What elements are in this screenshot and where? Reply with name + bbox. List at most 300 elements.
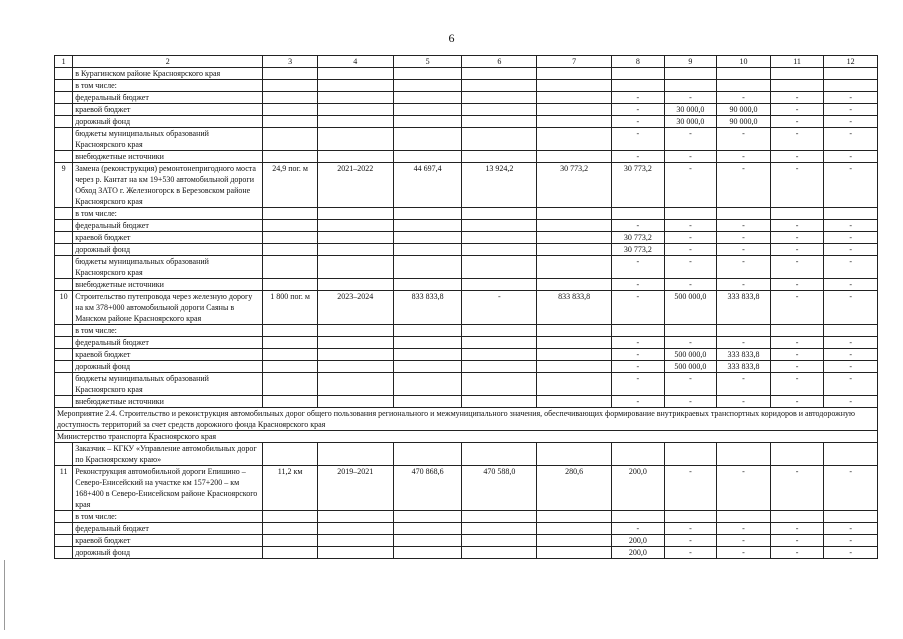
value-cell [393, 279, 462, 291]
value-cell [717, 68, 771, 80]
value-cell: 280,6 [537, 466, 612, 511]
value-cell [537, 80, 612, 92]
value-cell [717, 511, 771, 523]
value-cell [537, 547, 612, 559]
value-cell [537, 256, 612, 279]
value-cell: 30 773,2 [537, 163, 612, 208]
column-number-header: 6 [462, 56, 537, 68]
value-cell: 30 773,2 [612, 232, 665, 244]
column-number-header: 11 [770, 56, 824, 68]
value-cell [537, 325, 612, 337]
table-row [55, 325, 878, 337]
value-cell [263, 361, 318, 373]
value-cell [393, 220, 462, 232]
description-cell: федеральный бюджет [73, 337, 263, 349]
description-cell: бюджеты муниципальных образований Красноярского края [73, 128, 263, 151]
value-cell [462, 128, 537, 151]
value-cell [537, 208, 612, 220]
value-cell: - [717, 547, 771, 559]
value-cell: 200,0 [612, 535, 665, 547]
value-cell [664, 511, 717, 523]
value-cell: - [824, 291, 878, 325]
value-cell: - [664, 256, 717, 279]
value-cell [612, 443, 665, 466]
row-number-cell [55, 104, 73, 116]
value-cell: 833 833,8 [537, 291, 612, 325]
value-cell: - [612, 116, 665, 128]
value-cell: - [770, 163, 824, 208]
value-cell [393, 361, 462, 373]
value-cell: - [770, 116, 824, 128]
value-cell [537, 220, 612, 232]
value-cell [717, 208, 771, 220]
value-cell: - [612, 151, 665, 163]
value-cell: 333 833,8 [717, 361, 771, 373]
value-cell: 500 000,0 [664, 361, 717, 373]
value-cell [393, 511, 462, 523]
value-cell [317, 511, 393, 523]
column-number-header: 1 [55, 56, 73, 68]
value-cell: - [770, 396, 824, 408]
row-number-cell [55, 325, 73, 337]
value-cell: - [717, 396, 771, 408]
table-row [55, 523, 878, 535]
value-cell: 13 924,2 [462, 163, 537, 208]
value-cell: - [462, 291, 537, 325]
value-cell [462, 443, 537, 466]
row-number-cell [55, 547, 73, 559]
row-number-cell [55, 337, 73, 349]
value-cell: - [824, 361, 878, 373]
description-cell: в Курагинском районе Красноярского края [73, 68, 263, 80]
description-cell: дорожный фонд [73, 116, 263, 128]
description-cell: в том числе: [73, 208, 263, 220]
column-number-header-row [55, 56, 878, 68]
value-cell [537, 535, 612, 547]
table-row [55, 361, 878, 373]
value-cell [263, 232, 318, 244]
value-cell [263, 244, 318, 256]
value-cell [393, 535, 462, 547]
value-cell [537, 104, 612, 116]
value-cell: - [824, 466, 878, 511]
row-number-cell [55, 373, 73, 396]
row-number-cell [55, 511, 73, 523]
table-row [55, 244, 878, 256]
value-cell [462, 256, 537, 279]
value-cell [664, 80, 717, 92]
value-cell [770, 208, 824, 220]
value-cell: - [770, 220, 824, 232]
value-cell [317, 337, 393, 349]
value-cell: 30 000,0 [664, 104, 717, 116]
value-cell [317, 68, 393, 80]
value-cell [537, 92, 612, 104]
scan-edge-line [4, 560, 5, 630]
value-cell: - [824, 256, 878, 279]
value-cell [317, 547, 393, 559]
value-cell [612, 80, 665, 92]
value-cell: 30 773,2 [612, 163, 665, 208]
budget-table [54, 55, 878, 559]
value-cell: - [824, 232, 878, 244]
value-cell: - [824, 535, 878, 547]
value-cell [263, 116, 318, 128]
row-number-cell [55, 220, 73, 232]
value-cell [317, 151, 393, 163]
value-cell: - [824, 547, 878, 559]
value-cell: - [717, 244, 771, 256]
value-cell: 470 868,6 [393, 466, 462, 511]
value-cell [393, 92, 462, 104]
description-cell: бюджеты муниципальных образований Красноярского края [73, 256, 263, 279]
value-cell: - [770, 349, 824, 361]
description-cell: бюджеты муниципальных образований Красноярского края [73, 373, 263, 396]
value-cell [824, 208, 878, 220]
value-cell [824, 80, 878, 92]
value-cell: - [770, 92, 824, 104]
value-cell [462, 349, 537, 361]
value-cell [317, 92, 393, 104]
value-cell: - [717, 232, 771, 244]
value-cell [263, 396, 318, 408]
value-cell: - [664, 523, 717, 535]
description-cell: в том числе: [73, 511, 263, 523]
value-cell: - [717, 337, 771, 349]
value-cell: 333 833,8 [717, 349, 771, 361]
value-cell [317, 232, 393, 244]
value-cell: - [824, 373, 878, 396]
value-cell [317, 535, 393, 547]
value-cell: - [664, 220, 717, 232]
value-cell: 2023–2024 [317, 291, 393, 325]
column-number-header: 4 [317, 56, 393, 68]
value-cell: - [770, 104, 824, 116]
value-cell [263, 151, 318, 163]
column-number-header: 3 [263, 56, 318, 68]
table-row [55, 116, 878, 128]
value-cell [537, 396, 612, 408]
value-cell [462, 547, 537, 559]
value-cell: - [664, 151, 717, 163]
value-cell [462, 208, 537, 220]
value-cell [462, 104, 537, 116]
value-cell: 470 588,0 [462, 466, 537, 511]
value-cell [537, 68, 612, 80]
row-number-cell [55, 244, 73, 256]
value-cell [462, 511, 537, 523]
value-cell: - [770, 373, 824, 396]
value-cell [537, 128, 612, 151]
value-cell: - [770, 279, 824, 291]
value-cell [462, 92, 537, 104]
value-cell: - [664, 128, 717, 151]
value-cell [317, 325, 393, 337]
value-cell: - [770, 547, 824, 559]
value-cell: - [717, 163, 771, 208]
value-cell: - [717, 373, 771, 396]
value-cell [717, 80, 771, 92]
value-cell: - [824, 523, 878, 535]
value-cell: - [770, 535, 824, 547]
value-cell [393, 208, 462, 220]
value-cell [263, 92, 318, 104]
value-cell: - [717, 535, 771, 547]
column-number-header: 8 [612, 56, 665, 68]
value-cell: - [824, 396, 878, 408]
value-cell: 200,0 [612, 547, 665, 559]
value-cell: - [824, 220, 878, 232]
value-cell: 200,0 [612, 466, 665, 511]
table-row [55, 396, 878, 408]
value-cell: - [612, 523, 665, 535]
description-cell: краевой бюджет [73, 535, 263, 547]
table-row [55, 104, 878, 116]
value-cell [462, 361, 537, 373]
row-number-cell [55, 523, 73, 535]
value-cell: - [824, 279, 878, 291]
value-cell [263, 104, 318, 116]
value-cell: 2021–2022 [317, 163, 393, 208]
value-cell: 11,2 км [263, 466, 318, 511]
value-cell: - [612, 279, 665, 291]
column-number-header: 10 [717, 56, 771, 68]
description-cell: федеральный бюджет [73, 523, 263, 535]
value-cell: - [717, 151, 771, 163]
description-cell: дорожный фонд [73, 361, 263, 373]
value-cell [317, 220, 393, 232]
value-cell [537, 349, 612, 361]
value-cell [263, 80, 318, 92]
description-cell: краевой бюджет [73, 349, 263, 361]
row-number-cell [55, 116, 73, 128]
value-cell [537, 511, 612, 523]
value-cell [317, 373, 393, 396]
value-cell: - [612, 92, 665, 104]
value-cell: - [664, 232, 717, 244]
value-cell [537, 244, 612, 256]
row-number-cell [55, 92, 73, 104]
description-cell: федеральный бюджет [73, 220, 263, 232]
row-number-cell [55, 361, 73, 373]
value-cell: - [824, 244, 878, 256]
table-row [55, 220, 878, 232]
value-cell [537, 337, 612, 349]
value-cell: - [770, 151, 824, 163]
value-cell [263, 547, 318, 559]
value-cell [393, 80, 462, 92]
row-number-cell [55, 279, 73, 291]
value-cell: - [770, 256, 824, 279]
value-cell [393, 547, 462, 559]
table-row [55, 466, 878, 511]
value-cell [770, 80, 824, 92]
value-cell: - [612, 128, 665, 151]
value-cell: - [664, 535, 717, 547]
value-cell [393, 325, 462, 337]
table-row [55, 349, 878, 361]
row-number-cell: 11 [55, 466, 73, 511]
description-cell: дорожный фонд [73, 547, 263, 559]
value-cell [263, 279, 318, 291]
table-row [55, 128, 878, 151]
value-cell: 44 697,4 [393, 163, 462, 208]
value-cell: - [664, 244, 717, 256]
value-cell [263, 128, 318, 151]
value-cell: - [824, 92, 878, 104]
value-cell [263, 523, 318, 535]
table-row [55, 337, 878, 349]
value-cell [317, 523, 393, 535]
value-cell: 500 000,0 [664, 291, 717, 325]
value-cell [537, 151, 612, 163]
value-cell: - [770, 466, 824, 511]
value-cell [462, 151, 537, 163]
value-cell: - [770, 337, 824, 349]
value-cell [462, 232, 537, 244]
value-cell: 2019–2021 [317, 466, 393, 511]
value-cell [462, 396, 537, 408]
value-cell [393, 373, 462, 396]
value-cell: - [770, 244, 824, 256]
value-cell: 333 833,8 [717, 291, 771, 325]
value-cell [462, 244, 537, 256]
row-number-cell [55, 232, 73, 244]
section-heading: Министерство транспорта Красноярского края [55, 431, 878, 443]
column-number-header: 5 [393, 56, 462, 68]
value-cell [317, 256, 393, 279]
table-row [55, 547, 878, 559]
value-cell [612, 325, 665, 337]
value-cell [462, 325, 537, 337]
description-cell: в том числе: [73, 325, 263, 337]
value-cell [263, 256, 318, 279]
section-heading-row [55, 408, 878, 431]
value-cell [393, 116, 462, 128]
value-cell [537, 116, 612, 128]
value-cell [317, 116, 393, 128]
value-cell [263, 68, 318, 80]
value-cell [612, 208, 665, 220]
value-cell [664, 68, 717, 80]
row-number-cell [55, 256, 73, 279]
value-cell [462, 68, 537, 80]
value-cell: - [770, 361, 824, 373]
value-cell [317, 80, 393, 92]
value-cell [537, 523, 612, 535]
value-cell [770, 68, 824, 80]
table-row [55, 443, 878, 466]
value-cell [537, 232, 612, 244]
value-cell [537, 279, 612, 291]
description-cell: внебюджетные источники [73, 396, 263, 408]
value-cell [263, 511, 318, 523]
table-row [55, 80, 878, 92]
table-row [55, 291, 878, 325]
description-cell: в том числе: [73, 80, 263, 92]
value-cell [717, 325, 771, 337]
value-cell: - [612, 256, 665, 279]
value-cell: - [612, 291, 665, 325]
value-cell [317, 279, 393, 291]
value-cell [317, 396, 393, 408]
value-cell [824, 325, 878, 337]
value-cell [317, 208, 393, 220]
value-cell: 30 000,0 [664, 116, 717, 128]
description-cell: Замена (реконструкция) ремонтонепригодного моста через р. Кантат на км 19+530 автомобильной дороги Обход ЗАТО г. Железногорск в Березовском районе Красноярского края [73, 163, 263, 208]
value-cell: - [664, 396, 717, 408]
value-cell [393, 256, 462, 279]
value-cell [462, 535, 537, 547]
value-cell [664, 208, 717, 220]
value-cell [393, 128, 462, 151]
value-cell: - [612, 373, 665, 396]
row-number-cell [55, 151, 73, 163]
value-cell: - [717, 523, 771, 535]
value-cell: - [770, 291, 824, 325]
value-cell [462, 523, 537, 535]
value-cell [393, 68, 462, 80]
value-cell: - [664, 337, 717, 349]
value-cell [393, 443, 462, 466]
table-row [55, 511, 878, 523]
table-row [55, 373, 878, 396]
description-cell: внебюджетные источники [73, 151, 263, 163]
value-cell: - [612, 337, 665, 349]
value-cell [537, 443, 612, 466]
column-number-header: 9 [664, 56, 717, 68]
value-cell [317, 104, 393, 116]
value-cell [770, 511, 824, 523]
value-cell: - [664, 466, 717, 511]
table-row [55, 68, 878, 80]
value-cell [664, 443, 717, 466]
value-cell: - [664, 163, 717, 208]
column-number-header: 7 [537, 56, 612, 68]
value-cell: - [717, 279, 771, 291]
value-cell [664, 325, 717, 337]
value-cell [317, 244, 393, 256]
description-cell: краевой бюджет [73, 104, 263, 116]
value-cell [263, 208, 318, 220]
table-row [55, 256, 878, 279]
row-number-cell [55, 128, 73, 151]
value-cell: - [717, 220, 771, 232]
value-cell [317, 361, 393, 373]
section-heading: Мероприятие 2.4. Строительство и реконструкция автомобильных дорог общего пользования регионального и межмуниципального значения, обеспечивающих формирование внутрикраевых транспортных коридоров и автодорожную доступность территорий за счет средств дорожного фонда Красноярского края [55, 408, 878, 431]
value-cell [263, 337, 318, 349]
value-cell [393, 396, 462, 408]
value-cell [263, 325, 318, 337]
value-cell: - [612, 104, 665, 116]
value-cell [462, 279, 537, 291]
table-row [55, 208, 878, 220]
value-cell: - [612, 361, 665, 373]
value-cell [462, 80, 537, 92]
row-number-cell [55, 535, 73, 547]
value-cell: 90 000,0 [717, 104, 771, 116]
value-cell [462, 116, 537, 128]
value-cell [263, 349, 318, 361]
value-cell [612, 68, 665, 80]
value-cell: - [824, 337, 878, 349]
value-cell [263, 220, 318, 232]
value-cell: - [824, 349, 878, 361]
value-cell [317, 443, 393, 466]
value-cell [317, 128, 393, 151]
value-cell: - [664, 547, 717, 559]
value-cell: - [664, 92, 717, 104]
